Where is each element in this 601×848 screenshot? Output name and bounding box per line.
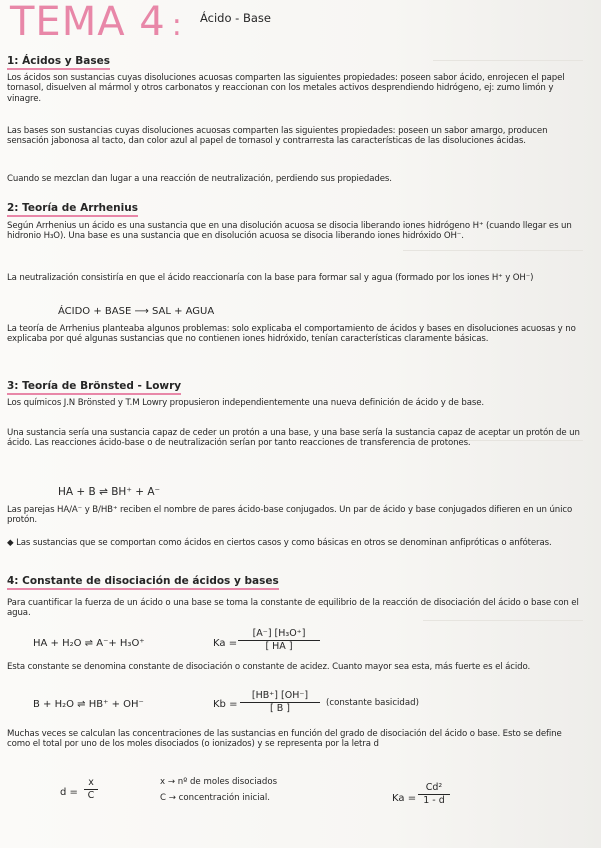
definition-x: x → nº de moles disociados <box>160 777 278 787</box>
ka-numerator: [A⁻] [H₃O⁺] <box>238 628 320 641</box>
kb-denominator: [ B ] <box>270 703 290 714</box>
kb-note: (constante basicidad) <box>326 698 419 708</box>
section-heading-2: 2: Teoría de Arrhenius <box>7 201 141 216</box>
bronsted-equation: HA + B ⇌ BH⁺ + A⁻ <box>58 486 161 498</box>
section-3-paragraph-3: Las parejas HA/A⁻ y B/HB⁺ reciben el nombre de pares ácido-base conjugados. Un par de ácido y base conjugados difieren en un único protón. <box>7 505 573 526</box>
section-2-paragraph-3: La teoría de Arrhenius planteaba algunos problemas: solo explicaba el comportamiento de ácidos y bases en disoluciones acuosas y no explicaba por qué algunas sustancias que no contienen iones hidróxido, tenían características claramente básicas. <box>7 324 576 345</box>
section-4-paragraph-2: Esta constante se denomina constante de disociación o constante de acidez. Cuanto mayor sea esta, más fuerte es el ácido. <box>7 662 531 672</box>
section-heading-1: 1: Ácidos y Bases <box>7 54 113 69</box>
ka2-label: Ka = <box>392 793 417 804</box>
section-heading-3: 3: Teoría de Brönsted - Lowry <box>7 379 184 394</box>
ka2-denominator: 1 - d <box>423 795 445 806</box>
section-1-paragraph-2: Las bases son sustancias cuyas disoluciones acuosas comparten las siguientes propiedades: poseen un sabor amargo, producen sensación jabonosa al tacto, dan color azul al papel de tornasol y contrarresta las características de las disoluciones ácidas. <box>7 126 548 147</box>
bleed-through-line <box>433 60 583 61</box>
kb-numerator: [HB⁺] [OH⁻] <box>240 690 320 703</box>
kb-label: Kb = <box>213 699 238 710</box>
page-subtitle: Ácido - Base <box>200 11 271 25</box>
ka-denominator: [ HA ] <box>265 641 293 652</box>
definition-c: C → concentración inicial. <box>160 793 270 803</box>
ka2-fraction <box>418 782 450 807</box>
alpha-label: d = <box>60 787 78 798</box>
alpha-denominator: C <box>87 790 95 801</box>
ka-fraction <box>238 628 320 653</box>
ka2-numerator: Cd² <box>418 782 450 795</box>
ka-label: Ka = <box>213 638 238 649</box>
section-heading-4: 4: Constante de disociación de ácidos y bases <box>7 574 282 589</box>
alpha-numerator: x <box>84 777 98 790</box>
alpha-fraction <box>84 777 98 802</box>
page-title <box>10 0 183 48</box>
section-3-paragraph-1: Los químicos J.N Brönsted y T.M Lowry propusieron independientemente una nueva definición de ácido y de base. <box>7 398 485 408</box>
title-colon: : <box>171 8 183 43</box>
section-3-paragraph-4: ◆ Las sustancias que se comportan como ácidos en ciertos casos y como básicas en otros se denominan anfipróticas o anfóteras. <box>7 538 552 548</box>
kb-fraction <box>240 690 320 715</box>
bleed-through-line <box>403 250 583 251</box>
section-2-paragraph-2: La neutralización consistiría en que el ácido reaccionaría con la base para formar sal y agua (formado por los iones H⁺ y OH⁻) <box>7 273 534 283</box>
bleed-through-line <box>423 620 583 621</box>
section-4-paragraph-1: Para cuantificar la fuerza de un ácido o una base se toma la constante de equilibrio de la reacción de disociación del ácido o base con el agua. <box>7 598 579 619</box>
section-3-paragraph-2: Una sustancia sería una sustancia capaz de ceder un protón a una base, y una base sería la sustancia capaz de aceptar un protón de un ácido. Las reacciones ácido-base o de neutralización serían por tanto reacciones de transferencia de protones. <box>7 428 580 449</box>
section-1-paragraph-1: Los ácidos son sustancias cuyas disoluciones acuosas comparten las siguientes propiedades: poseen sabor ácido, enrojecen el papel tornasol, disuelven al mármol y otros carbonatos y reaccionan con los metales activos desprendiendo hidrógeno, ej: zumo limón y vinagre. <box>7 73 565 104</box>
section-4-paragraph-3: Muchas veces se calculan las concentraciones de las sustancias en función del grado de disociación del ácido o base. Esto se define como el total por uno de los moles disociados (o ionizados) y se representa por la letra d <box>7 729 562 750</box>
base-dissociation-equation: B + H₂O ⇌ HB⁺ + OH⁻ <box>33 699 144 710</box>
acid-dissociation-equation: HA + H₂O ⇌ A⁻+ H₃O⁺ <box>33 638 145 649</box>
section-2-paragraph-1: Según Arrhenius un ácido es una sustancia que en una disolución acuosa se disocia liberando iones hidrógeno H⁺ (cuando llegar es un hidronio H₃O). Una base es una sustancia que en disolución acuosa se disocia liberando iones hidróxido OH⁻. <box>7 221 572 242</box>
section-1-paragraph-3: Cuando se mezclan dan lugar a una reacción de neutralización, perdiendo sus propiedades. <box>7 174 392 184</box>
arrhenius-equation: ÁCIDO + BASE ⟶ SAL + AGUA <box>58 306 215 317</box>
title-text: TEMA 4 <box>10 0 166 45</box>
